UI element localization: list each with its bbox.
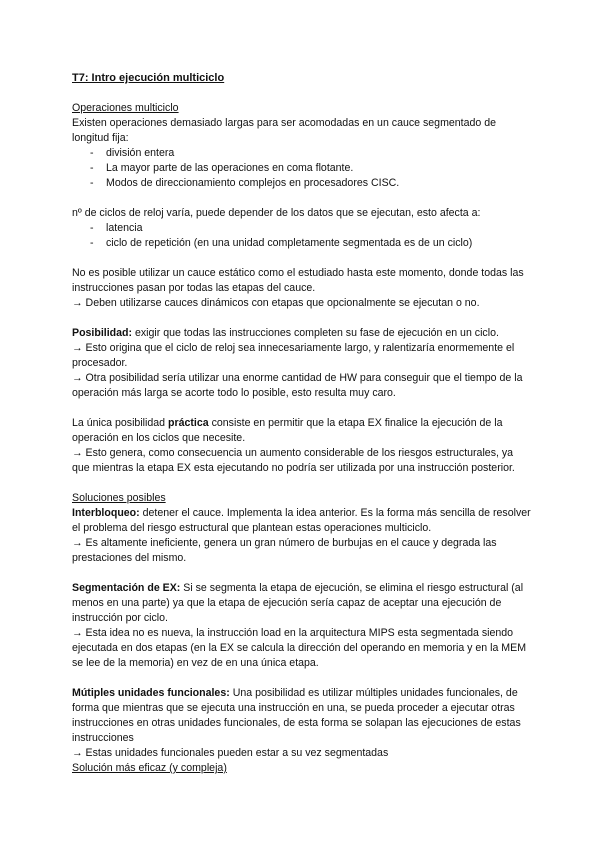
bullet-list	[72, 146, 532, 191]
paragraph: → Es altamente ineficiente, genera un gran número de burbujas en el cauce y degrada las prestaciones del mismo.	[72, 537, 497, 564]
list-item: - latencia	[72, 221, 532, 236]
page-title: T7: Intro ejecución multiciclo	[72, 72, 225, 84]
paragraph	[72, 506, 532, 536]
bold-word: práctica	[168, 417, 209, 429]
bold-label: Segmentación de EX:	[72, 582, 181, 594]
paragraph: Existen operaciones demasiado largas para ser acomodadas en un cauce segmentado de longitud fija:	[72, 117, 497, 144]
section-heading-solucion-eficaz: Solución más eficaz (y compleja)	[72, 762, 227, 774]
paragraph: → Deben utilizarse cauces dinámicos con etapas que opcionalmente se ejecutan o no.	[72, 297, 480, 309]
bold-label: Posibilidad:	[72, 327, 133, 339]
paragraph: nº de ciclos de reloj varía, puede depender de los datos que se ejecutan, esto afecta a:	[72, 207, 481, 219]
document-content	[72, 71, 532, 776]
paragraph: → Estas unidades funcionales pueden estar a su vez segmentadas	[72, 747, 389, 759]
list-item: - La mayor parte de las operaciones en coma flotante.	[72, 161, 532, 176]
list-item: - Modos de direccionamiento complejos en procesadores CISC.	[72, 176, 532, 191]
paragraph	[72, 326, 532, 341]
paragraph	[72, 686, 532, 746]
text-span: exigir que todas las instrucciones completen su fase de ejecución en un ciclo.	[132, 327, 499, 339]
text-span: Si se segmenta la etapa de ejecución, se elimina el riesgo estructural (al menos en una parte) ya que la etapa de ejecución sería capaz de aceptar una ejecución de instrucción por ciclo.	[72, 582, 524, 624]
list-item: - ciclo de repetición (en una unidad completamente segmentada es de un ciclo)	[72, 236, 532, 251]
text-span: detener el cauce. Implementa la idea anterior. Es la forma más sencilla de resolver el problema del riesgo estructural que plantean estas operaciones multiciclo.	[72, 507, 531, 534]
list-item: - división entera	[72, 146, 532, 161]
paragraph	[72, 581, 532, 626]
paragraph: → Otra posibilidad sería utilizar una enorme cantidad de HW para conseguir que el tiempo de la operación más larga se acorte todo lo posible, esto resulta muy caro.	[72, 372, 523, 399]
paragraph: → Esta idea no es nueva, la instrucción load en la arquitectura MIPS esta segmentada siendo ejecutada en dos etapas (en la EX se calcula la dirección del operando en memoria y en la MEM se lee de la memoria) en vez de en una única etapa.	[72, 627, 527, 669]
text-span: consiste en permitir que la etapa EX finalice la ejecución de la operación en los ciclos que necesite.	[72, 417, 503, 444]
paragraph: → Esto origina que el ciclo de reloj sea innecesariamente largo, y ralentizaría enormemente el procesador.	[72, 342, 515, 369]
text-span: La única posibilidad	[72, 417, 169, 429]
paragraph	[72, 416, 532, 446]
section-heading-soluciones: Soluciones posibles	[72, 492, 166, 504]
section-heading-operaciones: Operaciones multiciclo	[72, 102, 179, 114]
bold-label: Interbloqueo:	[72, 507, 140, 519]
paragraph: → Esto genera, como consecuencia un aumento considerable de los riesgos estructurales, ya que mientras la etapa EX esta ejecutando no podría ser utilizada por una instrucción posterior.	[72, 447, 515, 474]
paragraph: No es posible utilizar un cauce estático como el estudiado hasta este momento, donde todas las instrucciones pasan por todas las etapas del cauce.	[72, 267, 524, 294]
bullet-list	[72, 221, 532, 251]
text-span: Una posibilidad es utilizar múltiples unidades funcionales, de forma que mientras que se ejecuta una instrucción en una, se pueda proceder a ejecutar otras instrucciones en otras unidades funcionales, de esta forma se solapan las ejecuciones de estas instrucciones	[72, 687, 521, 744]
bold-label: Mútiples unidades funcionales:	[72, 687, 230, 699]
